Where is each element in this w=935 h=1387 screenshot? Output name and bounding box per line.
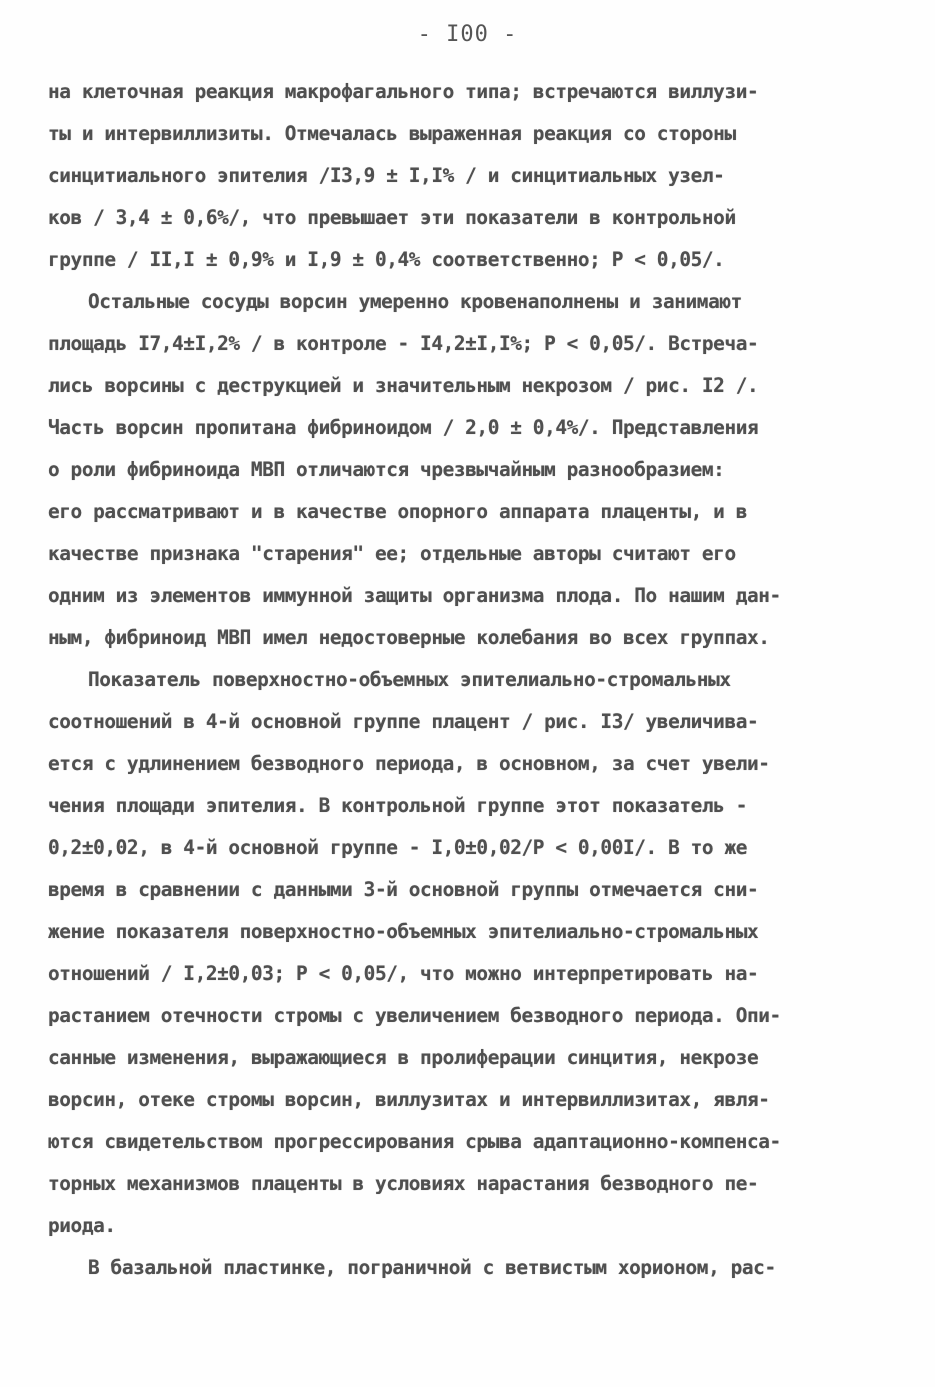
text-line: лись ворсины с деструкцией и значительным некрозом / рис. I2 /. (48, 374, 759, 397)
text-line: ется с удлинением безводного периода, в основном, за счет увели- (48, 752, 770, 775)
text-line: одним из элементов иммунной защиты организма плода. По нашим дан- (48, 584, 781, 607)
text-line: время в сравнении с данными 3-й основной группы отмечается сни- (48, 878, 759, 901)
text-line: ты и интервиллизиты. Отмечалась выраженная реакция со стороны (48, 122, 736, 145)
text-line: торных механизмов плаценты в условиях нарастания безводного пе- (48, 1172, 759, 1195)
text-line: Остальные сосуды ворсин умеренно кровенаполнены и занимают (88, 290, 742, 313)
page-number: - I00 - (417, 22, 518, 47)
text-line: соотношений в 4-й основной группе плацент / рис. I3/ увеличива- (48, 710, 759, 733)
text-line: 0,2±0,02, в 4-й основной группе - I,0±0,02/Р < 0,00I/. В то же (48, 836, 747, 859)
text-line: ков / 3,4 ± 0,6%/, что превышает эти показатели в контрольной (48, 206, 736, 229)
text-line: о роли фибриноида МВП отличаются чрезвычайным разнообразием: (48, 458, 725, 481)
text-line: чения площади эпителия. В контрольной группе этот показатель - (48, 794, 747, 817)
text-line: группе / II,I ± 0,9% и I,9 ± 0,4% соответственно; Р < 0,05/. (48, 248, 725, 271)
text-line: площадь I7,4±I,2% / в контроле - I4,2±I,I%; Р < 0,05/. Встреча- (48, 332, 759, 355)
text-line: качестве признака "старения" ее; отдельные авторы считают его (48, 542, 736, 565)
text-line: ворсин, отеке стромы ворсин, виллузитах и интервиллизитах, явля- (48, 1088, 770, 1111)
text-line: растанием отечности стромы с увеличением безводного периода. Опи- (48, 1004, 781, 1027)
text-line: его рассматривают и в качестве опорного аппарата плаценты, и в (48, 500, 747, 523)
text-line: В базальной пластинке, пограничной с ветвистым хорионом, рас- (88, 1256, 776, 1279)
text-line: жение показателя поверхностно-объемных эпителиально-стромальных (48, 920, 759, 943)
text-line: синцитиального эпителия /I3,9 ± I,I% / и синцитиальных узел- (48, 164, 725, 187)
text-line: ются свидетельством прогрессирования срыва адаптационно-компенса- (48, 1130, 781, 1153)
text-line: Часть ворсин пропитана фибриноидом / 2,0 ± 0,4%/. Представления (48, 416, 759, 439)
text-line: санные изменения, выражающиеся в пролиферации синцития, некрозе (48, 1046, 759, 1069)
text-line: ным, фибриноид МВП имел недостоверные колебания во всех группах. (48, 626, 770, 649)
text-line: на клеточная реакция макрофагального типа; встречаются виллузи- (48, 80, 759, 103)
text-line: отношений / I,2±0,03; Р < 0,05/, что можно интерпретировать на- (48, 962, 759, 985)
text-line: риода. (48, 1214, 116, 1237)
text-line: Показатель поверхностно-объемных эпителиально-стромальных (88, 668, 731, 691)
